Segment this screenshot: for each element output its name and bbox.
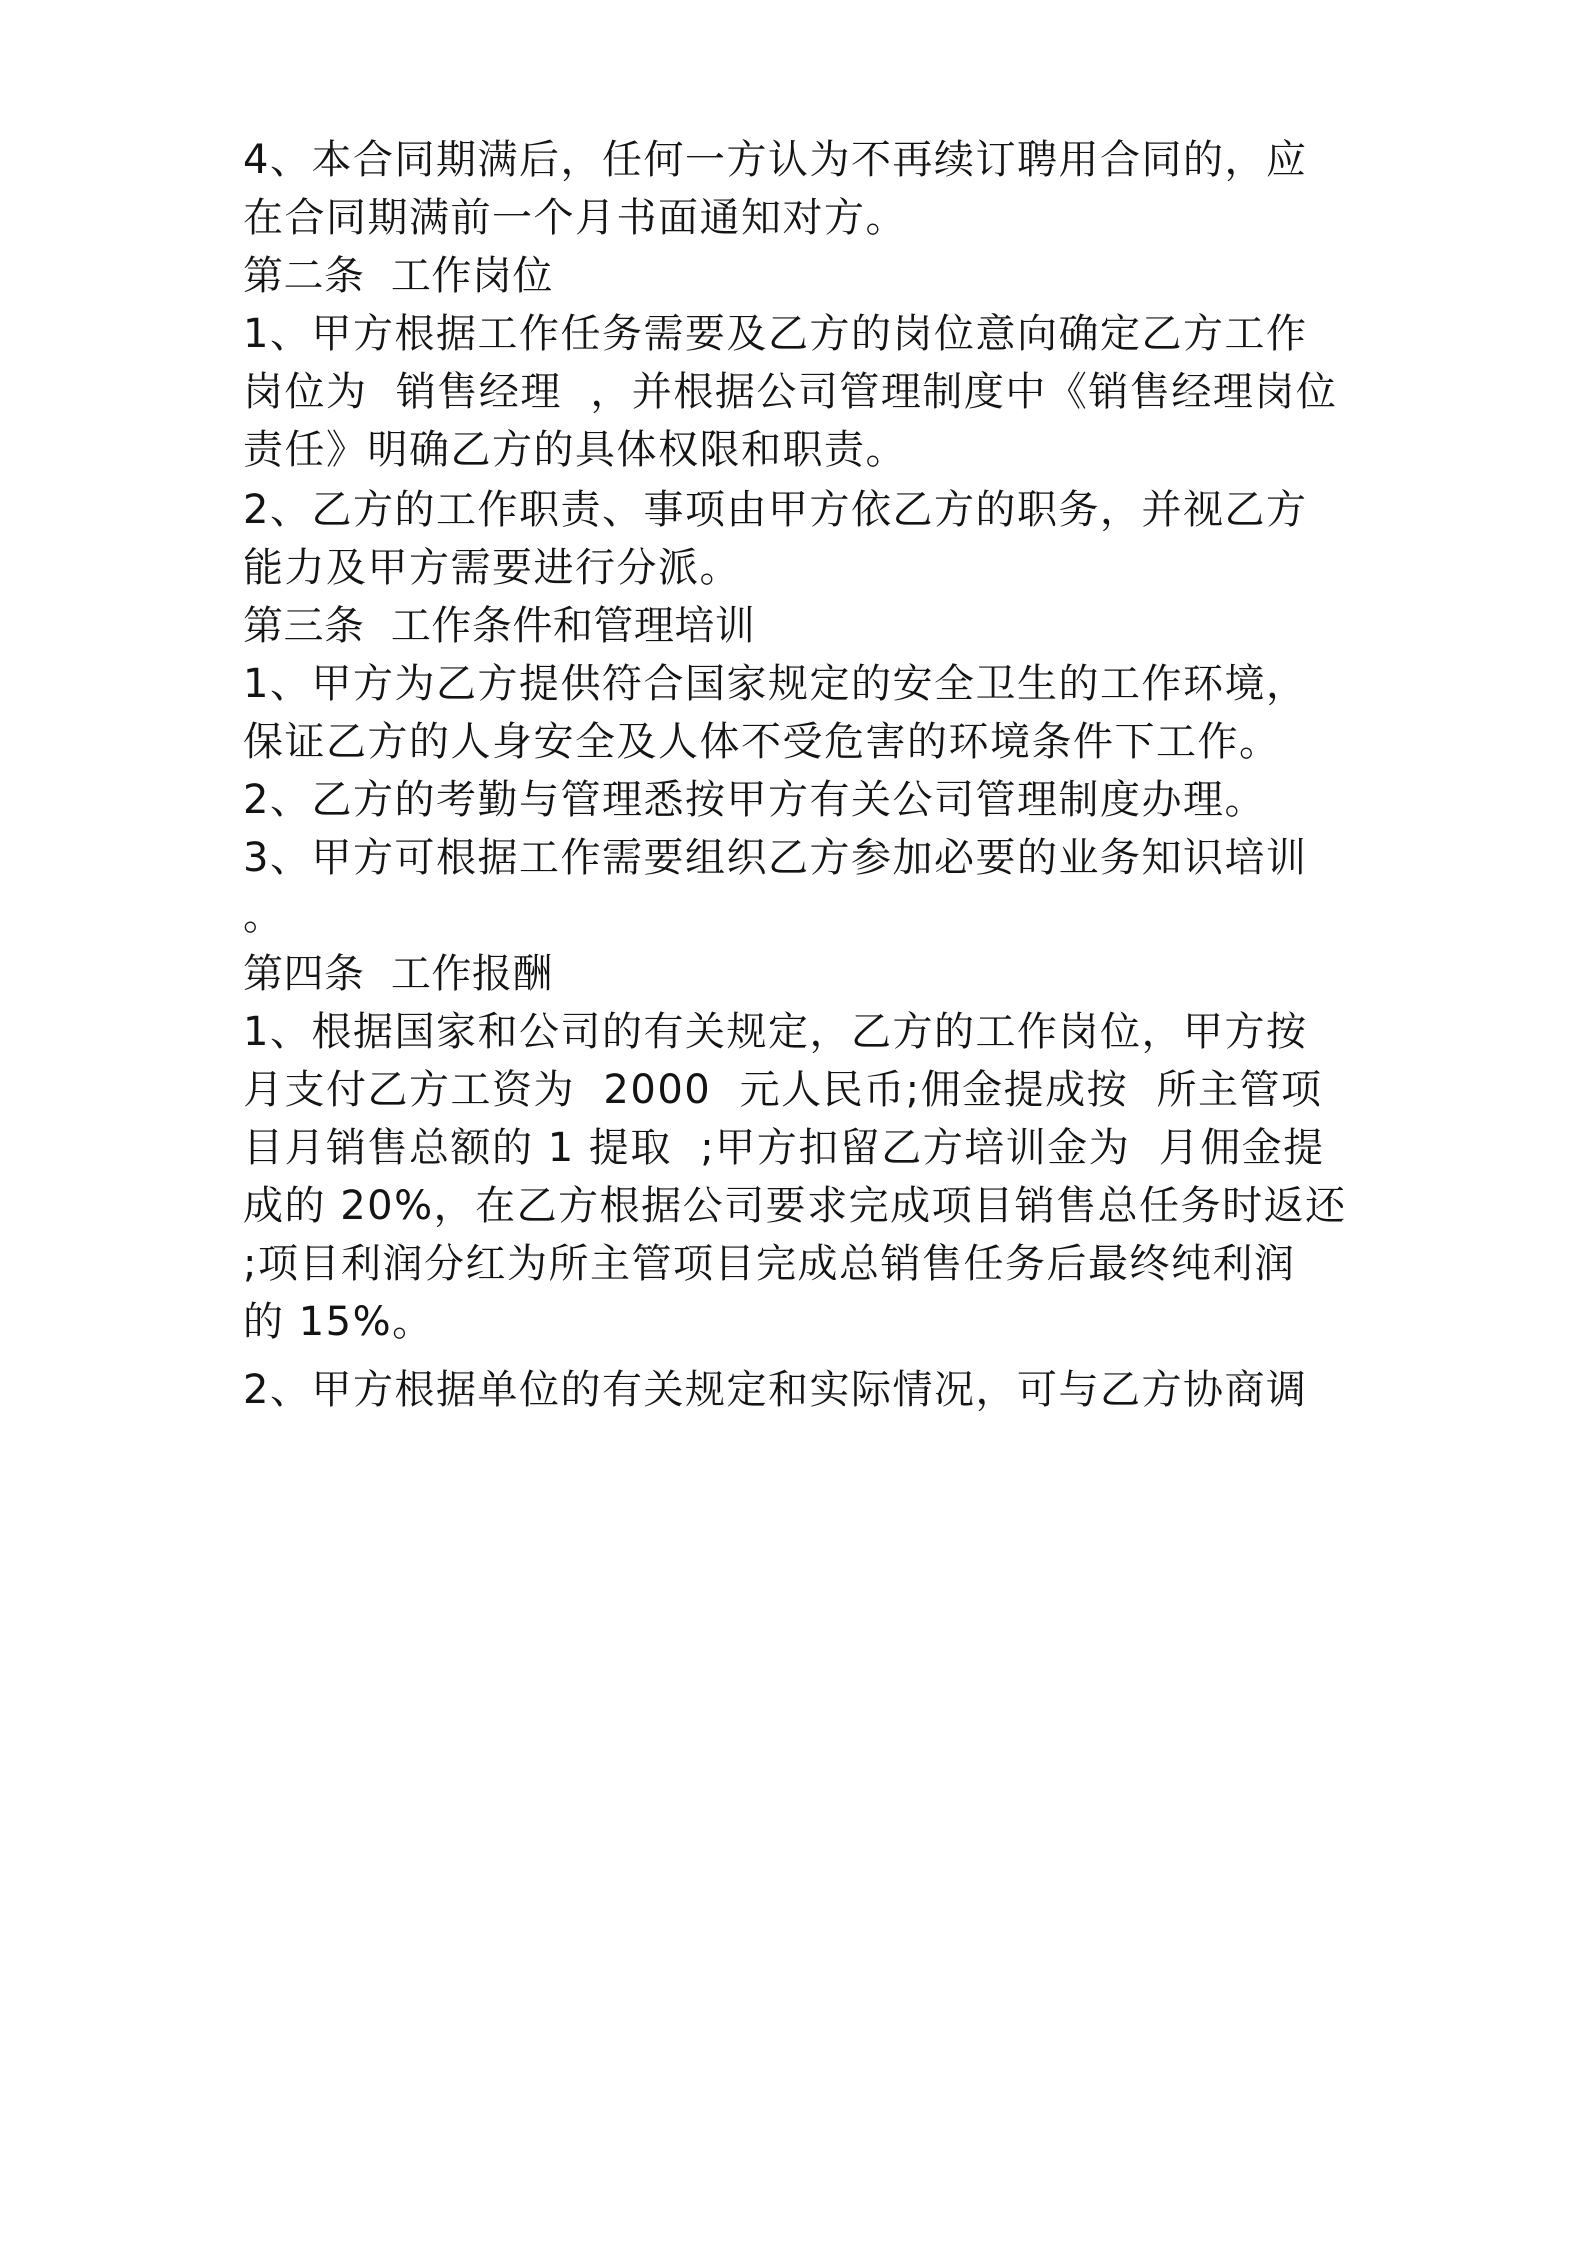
section-heading: 第二条 工作岗位 [243,253,553,299]
text-line: 2、乙方的工作职责、事项由甲方依乙方的职务，并视乙方 [243,487,1308,533]
text-line: 成的 20%，在乙方根据公司要求完成项目销售总任务时返还 [243,1183,1347,1229]
text-line: 4、本合同期满后，任何一方认为不再续订聘用合同的，应 [243,137,1308,183]
text-line: 月支付乙方工资为 2000 元人民币;佣金提成按 所主管项 [243,1067,1323,1113]
text-line: 目月销售总额的 1 提取 ;甲方扣留乙方培训金为 月佣金提 [243,1125,1325,1171]
section-heading: 第四条 工作报酬 [243,951,553,997]
text-line: 的 15%。 [243,1299,434,1345]
text-line: 。 [243,893,285,939]
text-line: 责任》明确乙方的具体权限和职责。 [243,427,907,473]
text-line: 岗位为 销售经理 ，并根据公司管理制度中《销售经理岗位 [243,369,1338,415]
text-line: 3、甲方可根据工作需要组织乙方参加必要的业务知识培训 [243,835,1308,881]
section-heading: 第三条 工作条件和管理培训 [243,603,756,649]
text-line: ;项目利润分红为所主管项目完成总销售任务后最终纯利润 [243,1241,1296,1287]
text-line: 1、甲方根据工作任务需要及乙方的岗位意向确定乙方工作 [243,311,1308,357]
text-line: 保证乙方的人身安全及人体不受危害的环境条件下工作。 [243,719,1281,765]
text-line: 1、根据国家和公司的有关规定，乙方的工作岗位，甲方按 [243,1009,1308,1055]
text-line: 2、乙方的考勤与管理悉按甲方有关公司管理制度办理。 [243,777,1266,823]
text-line: 能力及甲方需要进行分派。 [243,545,741,591]
text-line: 2、甲方根据单位的有关规定和实际情况，可与乙方协商调 [243,1367,1308,1413]
text-line: 1、甲方为乙方提供符合国家规定的安全卫生的工作环境， [243,661,1308,707]
text-line: 在合同期满前一个月书面通知对方。 [243,195,907,241]
